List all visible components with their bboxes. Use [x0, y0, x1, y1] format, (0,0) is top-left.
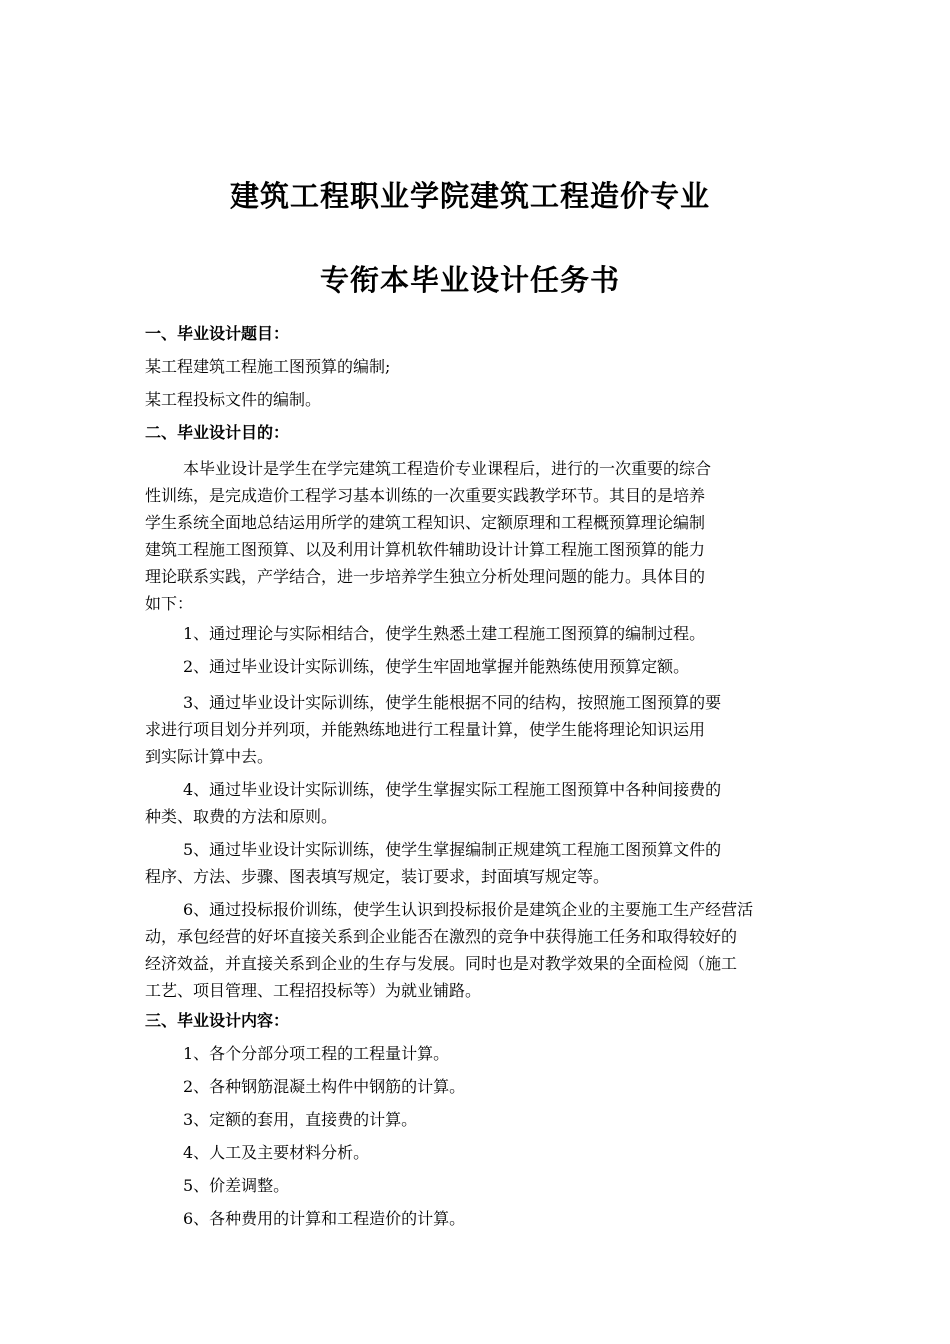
paragraph-line: 动，承包经营的好坏直接关系到企业能否在激烈的竞争中获得施工任务和取得较好的 [145, 927, 738, 946]
section3-item: 4、人工及主要材料分析。 [183, 1143, 370, 1162]
section1-item: 某工程投标文件的编制。 [145, 390, 322, 409]
section3-item: 5、价差调整。 [183, 1176, 290, 1195]
section2-item-5 [145, 836, 850, 890]
document-body [145, 323, 850, 1241]
paragraph-line: 如下： [145, 594, 194, 613]
paragraph-line: 学生系统全面地总结运用所学的建筑工程知识、定额原理和工程概预算理论编制 [145, 513, 706, 532]
paragraph-line: 理论联系实践，产学结合，进一步培养学生独立分析处理问题的能力。具体目的 [145, 567, 706, 586]
section3-item: 3、定额的套用，直接费的计算。 [183, 1110, 418, 1129]
section2-item-4 [145, 776, 850, 830]
section2-heading: 二、毕业设计目的： [145, 423, 290, 442]
document-title-line1: 建筑工程职业学院建筑工程造价专业 [229, 179, 710, 213]
section2-item-2: 2、通过毕业设计实际训练，使学生牢固地掌握并能熟练使用预算定额。 [183, 657, 690, 676]
paragraph-line: 经济效益，并直接关系到企业的生存与发展。同时也是对教学效果的全面检阅（施工 [145, 954, 738, 973]
paragraph-line: 工艺、项目管理、工程招投标等）为就业铺路。 [145, 981, 482, 1000]
section1-item: 某工程建筑工程施工图预算的编制; [145, 357, 391, 376]
document-title-line2: 专衔本毕业设计任务书 [319, 263, 620, 297]
paragraph-line: 建筑工程施工图预算、以及利用计算机软件辅助设计计算工程施工图预算的能力 [145, 540, 706, 559]
paragraph-line: 6、通过投标报价训练，使学生认识到投标报价是建筑企业的主要施工生产经营活 [183, 900, 754, 919]
paragraph-line: 5、通过毕业设计实际训练，使学生掌握编制正规建筑工程施工图预算文件的 [183, 840, 722, 859]
section2-item-1: 1、通过理论与实际相结合，使学生熟悉土建工程施工图预算的编制过程。 [183, 624, 706, 643]
paragraph-line: 种类、取费的方法和原则。 [145, 807, 338, 826]
paragraph-line: 3、通过毕业设计实际训练，使学生能根据不同的结构，按照施工图预算的要 [183, 693, 722, 712]
paragraph-line: 本毕业设计是学生在学完建筑工程造价专业课程后，进行的一次重要的综合 [183, 459, 712, 478]
section3-item: 6、各种费用的计算和工程造价的计算。 [183, 1209, 466, 1228]
section2-item-3 [145, 689, 850, 770]
section1-heading: 一、毕业设计题目： [145, 324, 290, 343]
section3-heading: 三、毕业设计内容： [145, 1011, 290, 1030]
section3-item: 2、各种钢筋混凝土构件中钢筋的计算。 [183, 1077, 466, 1096]
section3-item: 1、各个分部分项工程的工程量计算。 [183, 1044, 450, 1063]
section2-item-6 [145, 896, 850, 1004]
paragraph-line: 程序、方法、步骤、图表填写规定，装订要求，封面填写规定等。 [145, 867, 610, 886]
paragraph-line: 到实际计算中去。 [145, 747, 274, 766]
paragraph-line: 性训练，是完成造价工程学习基本训练的一次重要实践教学环节。其目的是培养 [145, 486, 706, 505]
section2-intro-paragraph [145, 455, 850, 617]
paragraph-line: 4、通过毕业设计实际训练，使学生掌握实际工程施工图预算中各种间接费的 [183, 780, 722, 799]
paragraph-line: 求进行项目划分并列项，并能熟练地进行工程量计算，使学生能将理论知识运用 [145, 720, 706, 739]
